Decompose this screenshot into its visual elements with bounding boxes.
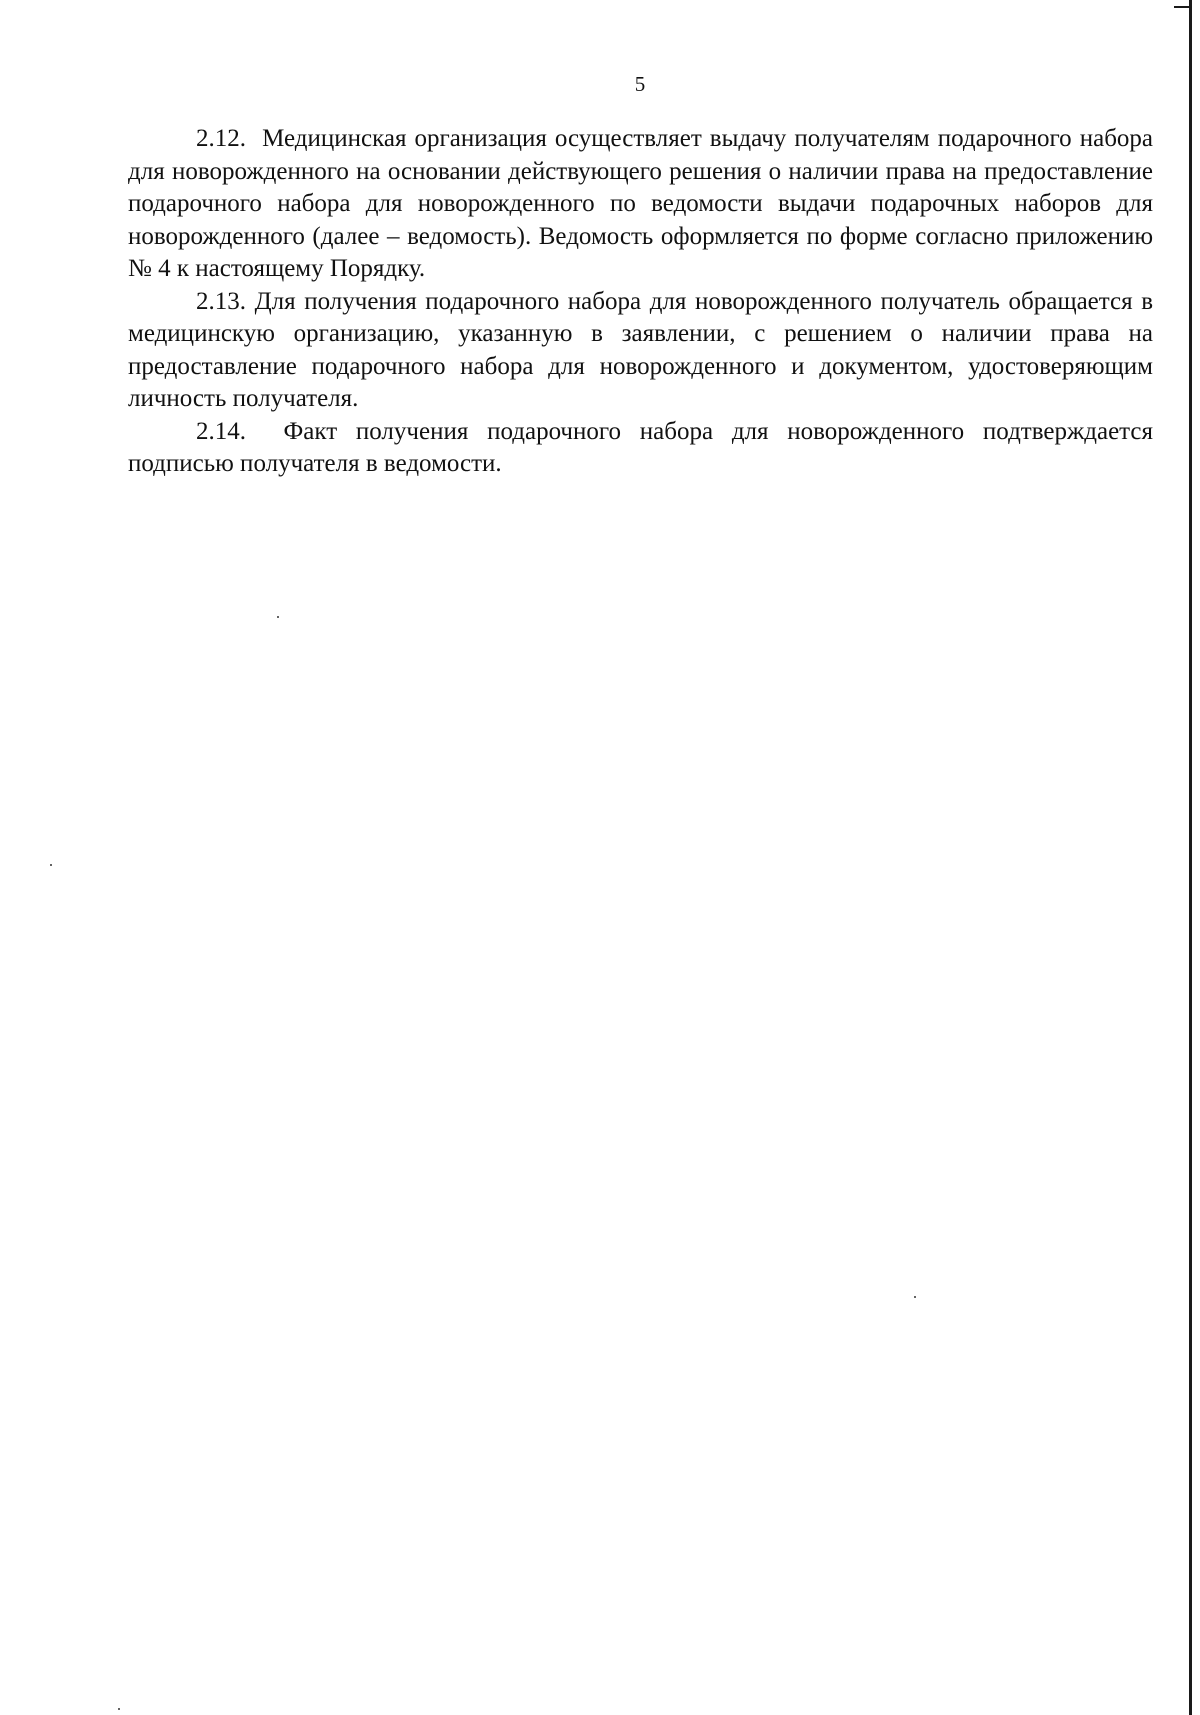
scan-speck — [914, 1296, 916, 1298]
paragraph-number: 2.14. — [196, 417, 246, 445]
document-body — [128, 123, 1153, 481]
paragraph-text: Факт получения подарочного набора для новорожденного подтверждается подписью получателя в ведомости. — [128, 417, 1153, 477]
scan-edge-line — [1189, 0, 1192, 1715]
scan-speck — [118, 1708, 120, 1710]
scan-edge-tick — [1174, 6, 1192, 8]
paragraph-2-12 — [128, 123, 1153, 286]
paragraph-text: Медицинская организация осуществляет выдачу получателям подарочного набора для новорожденного на основании действующего решения о наличии права на предоставление подарочного набора для новорожденного по ведомости выдачи подарочных наборов для новорожденного (далее – ведомость). Ведомость оформляется по форме согласно приложению № 4 к настоящему Порядку. — [128, 125, 1154, 282]
paragraph-2-13 — [128, 286, 1153, 416]
page-number: 5 — [634, 72, 646, 96]
paragraph-text: Для получения подарочного набора для новорожденного получатель обращается в медицинскую организацию, указанную в заявлении, с решением о наличии права на предоставление подарочного набора для новорожденного и документом, удостоверяющим личность получателя. — [128, 287, 1154, 412]
paragraph-number: 2.12. — [196, 125, 246, 152]
scan-speck — [277, 616, 279, 618]
scan-speck — [50, 864, 52, 866]
paragraph-2-14 — [128, 416, 1153, 481]
paragraph-number: 2.13. — [196, 287, 246, 315]
